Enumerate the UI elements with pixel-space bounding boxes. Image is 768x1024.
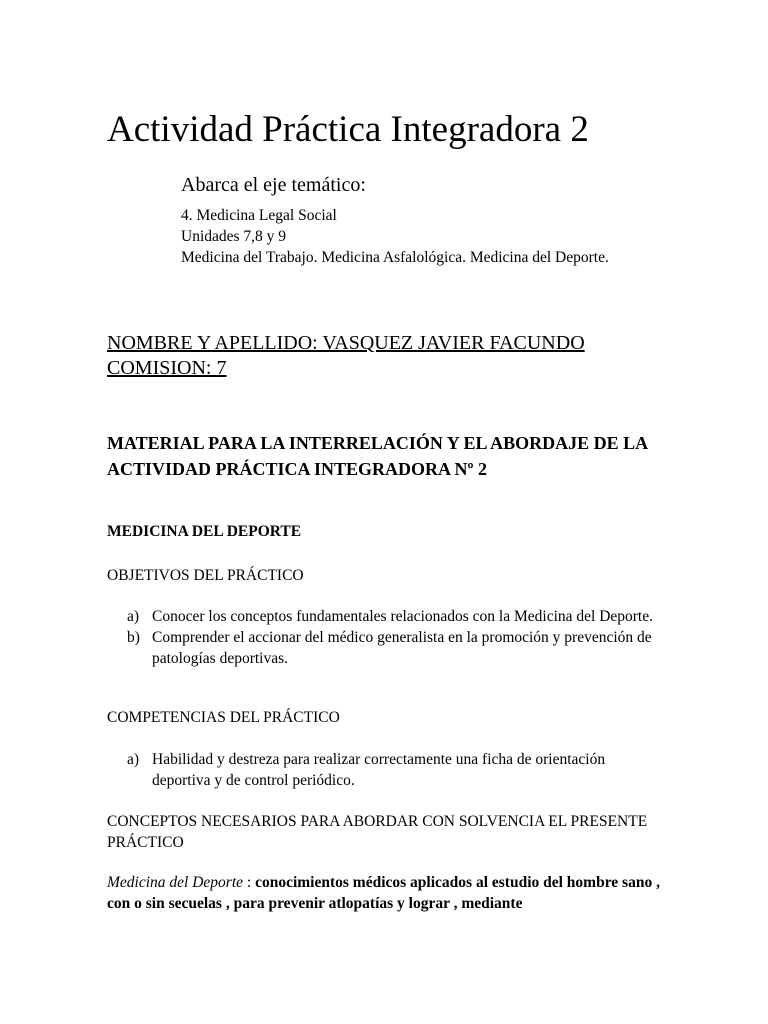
material-heading: MATERIAL PARA LA INTERRELACIÓN Y EL ABORDAJE DE LA ACTIVIDAD PRÁCTICA INTEGRADORA Nº 2 [107,433,648,479]
student-info [107,331,585,381]
student-name: NOMBRE Y APELLIDO: VASQUEZ JAVIER FACUNDO [107,332,585,354]
definition-paragraph [107,872,667,914]
objectives-heading: OBJETIVOS DEL PRÁCTICO [107,567,304,584]
list-item-text: Conocer los conceptos fundamentales relacionados con la Medicina del Deporte. [152,608,653,625]
list-item-text: Comprender el accionar del médico generalista en la promoción y prevención de patologías deportivas. [152,629,652,667]
list-marker: b) [127,629,140,646]
document-title: Actividad Práctica Integradora 2 [107,109,589,150]
list-item-text: Habilidad y destreza para realizar correctamente una ficha de orientación deportiva y de control periódico. [152,751,606,789]
eje-line: 4. Medicina Legal Social [181,207,337,224]
list-item [107,606,667,627]
list-item [107,749,667,791]
commission: COMISION: 7 [107,357,227,379]
section-title: MEDICINA DEL DEPORTE [107,523,302,540]
definition-separator: : [243,874,256,891]
concepts-heading: CONCEPTOS NECESARIOS PARA ABORDAR CON SOLVENCIA EL PRESENTE PRÁCTICO [107,813,648,851]
competencies-list [107,749,667,791]
competencies-heading: COMPETENCIAS DEL PRÁCTICO [107,709,340,726]
definition-term: Medicina del Deporte [107,874,244,891]
list-marker: a) [127,608,140,625]
eje-line: Unidades 7,8 y 9 [181,228,287,245]
list-item [107,627,667,669]
list-marker: a) [127,751,140,768]
objectives-list [107,606,667,669]
eje-subtitle: Abarca el eje temático: [181,174,366,196]
eje-line: Medicina del Trabajo. Medicina Asfalológica. Medicina del Deporte. [181,249,609,266]
definition-text: conocimientos médicos aplicados al estudio del hombre sano , con o sin secuelas , para prevenir atlopatías y lograr , mediante [107,874,660,912]
eje-list [181,205,621,268]
